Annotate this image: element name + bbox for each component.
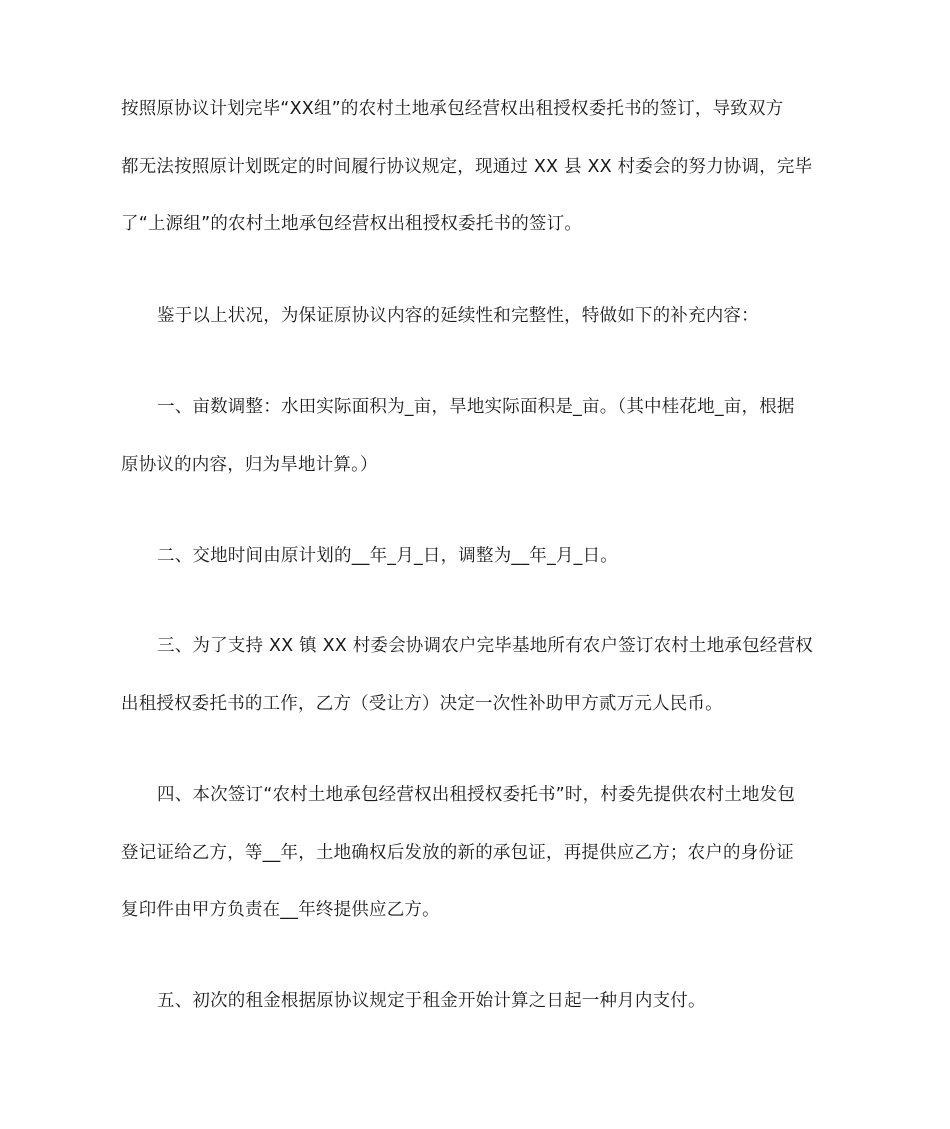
clause-1-line-1: 一、亩数调整：水田实际面积为_亩，旱地实际面积是_亩。（其中桂花地_亩，根据 xyxy=(157,397,795,417)
clause-4-line-1: 四、本次签订“农村土地承包经营权出租授权委托书”时，村委先提供农村土地发包 xyxy=(157,785,796,805)
paragraph-1-line-1: 按照原协议计划完毕“XX组”的农村土地承包经营权出租授权委托书的签订，导致双方 xyxy=(121,99,784,119)
clause-2-line-1: 二、交地时间由原计划的__年_月_日，调整为__年_月_日。 xyxy=(157,546,618,566)
clause-4-line-3: 复印件由甲方负责在__年终提供应乙方。 xyxy=(121,900,440,920)
paragraph-2-line-1: 鉴于以上状况，为保证原协议内容的延续性和完整性，特做如下的补充内容： xyxy=(157,306,759,326)
clause-1-line-2: 原协议的内容，归为旱地计算。） xyxy=(121,455,378,475)
clause-3-line-1: 三、为了支持 XX 镇 XX 村委会协调农户完毕基地所有农户签订农村土地承包经营权 xyxy=(157,636,813,656)
paragraph-1-line-2: 都无法按照原计划既定的时间履行协议规定，现通过 XX 县 XX 村委会的努力协调，完毕 xyxy=(121,157,813,177)
clause-5-line-1: 五、初次的租金根据原协议规定于租金开始计算之日起一种月内支付。 xyxy=(157,991,706,1011)
paragraph-1-line-3: 了“上源组”的农村土地承包经营权出租授权委托书的签订。 xyxy=(121,214,583,234)
clause-3-line-2: 出租授权委托书的工作，乙方（受让方）决定一次性补助甲方贰万元人民币。 xyxy=(121,694,723,714)
clause-4-line-2: 登记证给乙方，等__年，土地确权后发放的新的承包证，再提供应乙方；农户的身份证 xyxy=(121,843,794,863)
